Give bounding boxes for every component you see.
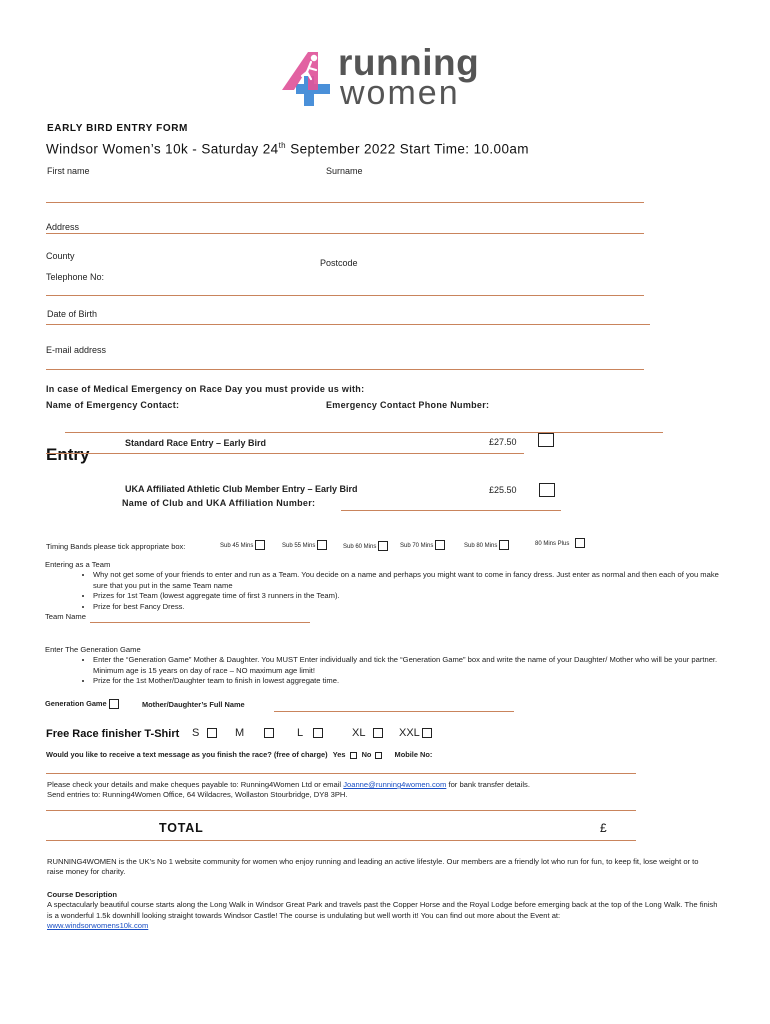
- checkbox[interactable]: [313, 728, 323, 738]
- sms-question: Would you like to receive a text message as you finish the race? (free of charge): [46, 750, 328, 759]
- generation-heading: Enter The Generation Game: [45, 645, 141, 654]
- checkbox[interactable]: [575, 538, 585, 548]
- name-line[interactable]: [46, 202, 644, 203]
- total-label: TOTAL: [159, 821, 204, 835]
- tshirt-size-m[interactable]: [235, 727, 274, 739]
- emergency-line[interactable]: [65, 432, 663, 433]
- postcode-label: Postcode: [320, 258, 358, 268]
- sms-yes-label: Yes: [332, 750, 346, 759]
- checkbox[interactable]: [499, 540, 509, 550]
- uka-entry-price: £25.50: [489, 485, 517, 495]
- entry-divider-line: [46, 453, 524, 454]
- tshirt-label: Free Race finisher T-Shirt: [46, 728, 180, 740]
- team-bullet: • Prizes for 1st Team (lowest aggregate time of first 3 runners in the Team).: [93, 591, 725, 601]
- checkbox[interactable]: [422, 728, 432, 738]
- sms-row: [46, 750, 432, 759]
- generation-game-option[interactable]: [45, 699, 119, 709]
- course-link[interactable]: www.windsorwomens10k.com: [47, 921, 149, 931]
- checkbox[interactable]: [435, 540, 445, 550]
- logo: [278, 42, 498, 112]
- payment-line: [46, 810, 636, 811]
- timing-band-sub60[interactable]: [343, 541, 388, 551]
- address-line[interactable]: [46, 233, 644, 234]
- sms-yes-checkbox[interactable]: [350, 752, 357, 759]
- tshirt-size-label: XXL: [399, 727, 420, 739]
- team-name-label: Team Name: [45, 612, 86, 622]
- uka-entry-label: UKA Affiliated Athletic Club Member Entry – Early Bird: [125, 484, 358, 494]
- tshirt-size-label: S: [192, 727, 200, 739]
- first-name-label: First name: [47, 166, 90, 176]
- payment-address: Send entries to: Running4Women Office, 64 Wildacres, Wollaston Stourbridge, DY8 3PH.: [47, 790, 348, 800]
- course-heading: Course Description: [47, 890, 118, 899]
- timing-band-label: Sub 55 Mins: [282, 542, 316, 549]
- team-name-line[interactable]: [90, 622, 310, 623]
- sms-no-checkbox[interactable]: [375, 752, 382, 759]
- generation-section: [45, 645, 725, 687]
- tshirt-size-label: M: [235, 727, 245, 739]
- emergency-phone-label: Emergency Contact Phone Number:: [326, 400, 490, 410]
- emergency-contact-label: Name of Emergency Contact:: [46, 400, 180, 410]
- total-currency: £: [600, 821, 607, 835]
- timing-band-label: Sub 60 Mins: [343, 543, 377, 550]
- timing-band-sub45[interactable]: [220, 540, 265, 550]
- email-line[interactable]: [46, 369, 644, 370]
- generation-bullet: • Enter the “Generation Game” Mother & Daughter. You MUST Enter individually and tick the “Generation Game” box and write the name of your Daughter/ Mother who will be your partner. Minimum age is 15 years on day of race – NO maximum age limit!: [93, 655, 725, 676]
- payment-line1: [47, 780, 727, 790]
- club-line[interactable]: [341, 510, 561, 511]
- mobile-line[interactable]: [46, 773, 636, 774]
- uka-entry-checkbox[interactable]: [539, 483, 555, 497]
- event-line-sup: th: [278, 141, 287, 150]
- generation-bullets: [45, 655, 725, 686]
- partner-name-line[interactable]: [274, 711, 514, 712]
- payment-text-post: for bank transfer details.: [448, 780, 530, 789]
- timing-band-label: 80 Mins Plus: [535, 540, 570, 547]
- telephone-line[interactable]: [46, 295, 644, 296]
- checkbox[interactable]: [207, 728, 217, 738]
- telephone-label: Telephone No:: [46, 272, 105, 282]
- checkbox[interactable]: [378, 541, 388, 551]
- logo-word-running: running: [338, 42, 480, 83]
- checkbox[interactable]: [109, 699, 119, 709]
- timing-band-sub80[interactable]: [464, 540, 509, 550]
- timing-band-80plus[interactable]: [535, 538, 585, 548]
- team-section: [45, 560, 725, 622]
- tshirt-size-xxl[interactable]: [399, 727, 432, 739]
- payment-text: Please check your details and make cheques payable to: Running4Women Ltd or email: [47, 780, 342, 789]
- standard-entry-price: £27.50: [489, 437, 517, 447]
- payment-email-link[interactable]: Joanne@running4women.com: [343, 780, 447, 789]
- event-line-rest: September 2022 Start Time: 10.00am: [286, 141, 529, 157]
- timing-band-label: Sub 45 Mins: [220, 542, 254, 549]
- email-label: E-mail address: [46, 345, 107, 355]
- team-bullet: • Why not get some of your friends to enter and run as a Team. You decide on a name and perhaps you might want to come in fancy dress. Just enter as normal and then each of you make sure that you put in the same Team name: [93, 570, 725, 591]
- tshirt-size-xl[interactable]: [352, 727, 383, 739]
- tshirt-size-label: L: [297, 727, 304, 739]
- checkbox[interactable]: [373, 728, 383, 738]
- logo-word-women: women: [340, 74, 460, 112]
- checkbox[interactable]: [264, 728, 274, 738]
- generation-bullet: • Prize for the 1st Mother/Daughter team to finish in lowest aggregate time.: [93, 676, 725, 686]
- form-title: EARLY BIRD ENTRY FORM: [47, 123, 188, 134]
- sms-no-label: No: [361, 750, 372, 759]
- event-line-main: Windsor Women’s 10k - Saturday 24: [46, 141, 279, 157]
- about-text: RUNNING4WOMEN is the UK’s No 1 website community for women who enjoy running and leading an active lifestyle. Our members are a friendly lot who run for fun, to keep fit, lose weight or to raise money for charity.: [47, 857, 699, 877]
- payment-section: [47, 780, 727, 801]
- course-section: [47, 890, 721, 932]
- dob-label: Date of Birth: [47, 309, 98, 319]
- logo-4-graphic: [278, 46, 336, 106]
- timing-band-sub70[interactable]: [400, 540, 445, 550]
- timing-band-label: Sub 80 Mins: [464, 542, 498, 549]
- tshirt-size-label: XL: [352, 727, 366, 739]
- emergency-heading: In case of Medical Emergency on Race Day you must provide us with:: [46, 384, 365, 394]
- team-heading: Entering as a Team: [45, 560, 111, 569]
- standard-entry-label: Standard Race Entry – Early Bird: [125, 438, 267, 448]
- timing-band-sub55[interactable]: [282, 540, 327, 550]
- surname-label: Surname: [326, 166, 363, 176]
- address-label: Address: [46, 222, 80, 232]
- mobile-label: Mobile No:: [394, 750, 433, 759]
- entry-heading: Entry: [46, 445, 90, 464]
- tshirt-size-s[interactable]: [192, 727, 217, 739]
- standard-entry-checkbox[interactable]: [538, 433, 554, 447]
- team-bullets: [45, 570, 725, 612]
- county-label: County: [46, 251, 75, 261]
- checkbox[interactable]: [317, 540, 327, 550]
- event-line: [46, 141, 529, 157]
- team-bullet: • Prize for best Fancy Dress.: [93, 602, 725, 612]
- dob-line[interactable]: [46, 324, 650, 325]
- checkbox[interactable]: [255, 540, 265, 550]
- club-label: Name of Club and UKA Affiliation Number:: [122, 498, 316, 508]
- generation-game-label: Generation Game: [45, 699, 107, 708]
- course-text: A spectacularly beautiful course starts along the Long Walk in Windsor Great Park and travels past the Copper Horse and the Royal Lodge before emerging back at the top of the Long Walk. The finish is a wonderful 1.5k downhill looking straight towards Windsor Castle! The course is undulating but well worth it! You can find out more about the Event at:: [47, 900, 718, 920]
- timing-band-label: Sub 70 Mins: [400, 542, 434, 549]
- tshirt-size-l[interactable]: [297, 727, 323, 739]
- total-line[interactable]: [46, 840, 636, 841]
- partner-name-label: Mother/Daughter’s Full Name: [142, 700, 245, 709]
- timing-label: Timing Bands please tick appropriate box:: [46, 542, 186, 551]
